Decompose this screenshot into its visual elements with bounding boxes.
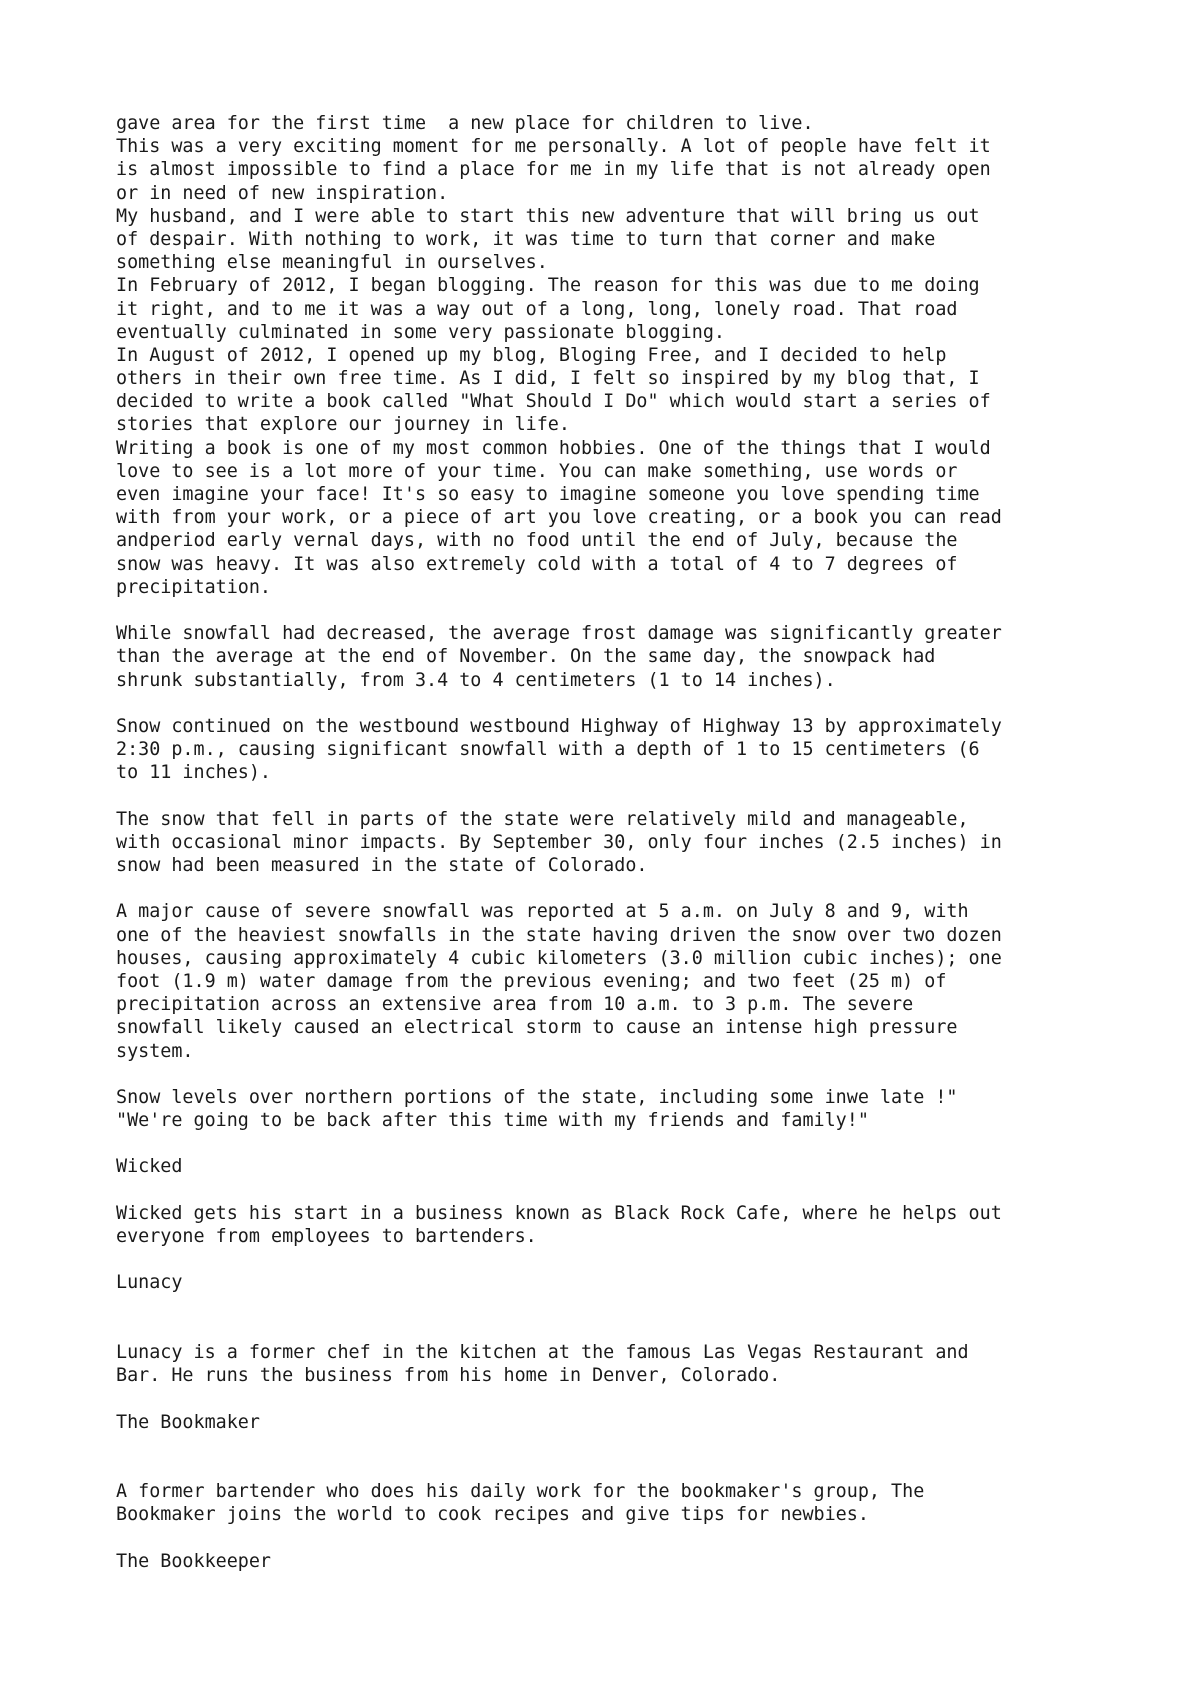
text-line: than the average at the end of November. On the same day, the snowpack had xyxy=(116,646,936,668)
text-line: one of the heaviest snowfalls in the state having driven the snow over two dozen xyxy=(116,924,1002,946)
text-line: precipitation across an extensive area from 10 a.m. to 3 p.m. The severe xyxy=(116,994,914,1016)
text-line: The Bookkeeper xyxy=(116,1550,272,1572)
text-line: snow had been measured in the state of Colorado. xyxy=(116,855,648,876)
text-line: love to see is a lot more of your time. You can make something, use words or xyxy=(116,460,958,482)
blank-line xyxy=(116,1295,1176,1318)
text-line: it right, and to me it was a way out of a long, long, lonely road. That road xyxy=(116,298,958,320)
blank-line xyxy=(116,692,1176,715)
blank-line xyxy=(116,1063,1176,1086)
blank-line xyxy=(116,1318,1176,1341)
blank-line xyxy=(116,1179,1176,1202)
text-line: 2:30 p.m., causing significant snowfall with a depth of 1 to 15 centimeters (6 xyxy=(116,739,980,761)
text-line: My husband, and I were able to start this new adventure that will bring us out xyxy=(116,205,980,227)
text-line: houses, causing approximately 4 cubic kilometers (3.0 million cubic inches); one xyxy=(116,947,1002,969)
text-line: precipitation. xyxy=(116,576,272,598)
text-line: to 11 inches). xyxy=(116,762,272,784)
text-line: even imagine your face! It's so easy to imagine someone you love spending time xyxy=(116,484,980,505)
text-line: A major cause of severe snowfall was reported at 5 a.m. on July 8 and 9, with xyxy=(116,901,969,923)
blank-line xyxy=(116,1387,1176,1410)
text-line: Wicked gets his start in a business known as Black Rock Cafe, where he helps out xyxy=(116,1202,1002,1224)
text-line: Writing a book is one of my most common hobbies. One of the things that I would xyxy=(116,437,991,459)
blank-line xyxy=(116,1434,1176,1457)
text-line: Wicked xyxy=(116,1156,183,1178)
text-line: something else meaningful in ourselves. xyxy=(116,252,548,274)
text-line: shrunk substantially, from 3.4 to 4 centimeters (1 to 14 inches). xyxy=(116,669,836,691)
blank-line xyxy=(116,1248,1176,1271)
text-line: is almost impossible to find a place for me in my life that is not already open xyxy=(116,159,991,181)
text-line: While snowfall had decreased, the average frost damage was significantly greater xyxy=(116,623,1002,645)
text-line: This was a very exciting moment for me personally. A lot of people have felt it xyxy=(116,136,991,158)
text-line: decided to write a book called "What Should I Do" which would start a series of xyxy=(116,391,991,413)
text-line: gave area for the first time a new place for children to live. xyxy=(116,113,814,134)
text-line: foot (1.9 m) water damage from the previous evening; and two feet (25 m) of xyxy=(116,970,947,992)
text-line: everyone from employees to bartenders. xyxy=(116,1226,537,1247)
blank-line xyxy=(116,877,1176,900)
blank-line xyxy=(116,1526,1176,1549)
text-line: andperiod early vernal days, with no food until the end of July, because the xyxy=(116,530,958,552)
text-line: A former bartender who does his daily work for the bookmaker's group, The xyxy=(116,1481,925,1503)
text-line: Snow levels over northern portions of the state, including some inwe late !" xyxy=(116,1086,958,1108)
blank-line xyxy=(116,784,1176,807)
text-line: with occasional minor impacts. By September 30, only four inches (2.5 inches) in xyxy=(116,831,1002,853)
text-line: Bookmaker joins the world to cook recipes and give tips for newbies. xyxy=(116,1504,869,1526)
text-line: snow was heavy. It was also extremely cold with a total of 4 to 7 degrees of xyxy=(116,553,958,575)
blank-line xyxy=(116,1457,1176,1480)
text-line: stories that explore our journey in life. xyxy=(116,414,570,436)
document-page xyxy=(116,112,1176,1573)
text-line: snowfall likely caused an electrical storm to cause an intense high pressure xyxy=(116,1017,958,1039)
text-line: The snow that fell in parts of the state were relatively mild and manageable, xyxy=(116,808,969,830)
text-line: "We're going to be back after this time with my friends and family!" xyxy=(116,1110,869,1132)
text-line: with from your work, or a piece of art you love creating, or a book you can read xyxy=(116,507,1002,529)
blank-line xyxy=(116,1132,1176,1155)
text-line: In February of 2012, I began blogging. The reason for this was due to me doing xyxy=(116,275,980,297)
text-line: The Bookmaker xyxy=(116,1411,260,1433)
text-line: system. xyxy=(116,1040,194,1062)
text-line: Snow continued on the westbound westbound Highway of Highway 13 by approximately xyxy=(116,715,1002,737)
text-line: eventually culminated in some very passionate blogging. xyxy=(116,321,725,343)
text-line: or in need of new inspiration. xyxy=(116,182,449,204)
text-line: In August of 2012, I opened up my blog, Bloging Free, and I decided to help xyxy=(116,344,947,366)
text-line: of despair. With nothing to work, it was time to turn that corner and make xyxy=(116,228,936,250)
text-line: Lunacy is a former chef in the kitchen at the famous Las Vegas Restaurant and xyxy=(116,1341,969,1363)
blank-line xyxy=(116,599,1176,622)
text-line: Bar. He runs the business from his home in Denver, Colorado. xyxy=(116,1365,781,1387)
text-line: others in their own free time. As I did, I felt so inspired by my blog that, I xyxy=(116,368,980,390)
text-line: Lunacy xyxy=(116,1272,183,1294)
